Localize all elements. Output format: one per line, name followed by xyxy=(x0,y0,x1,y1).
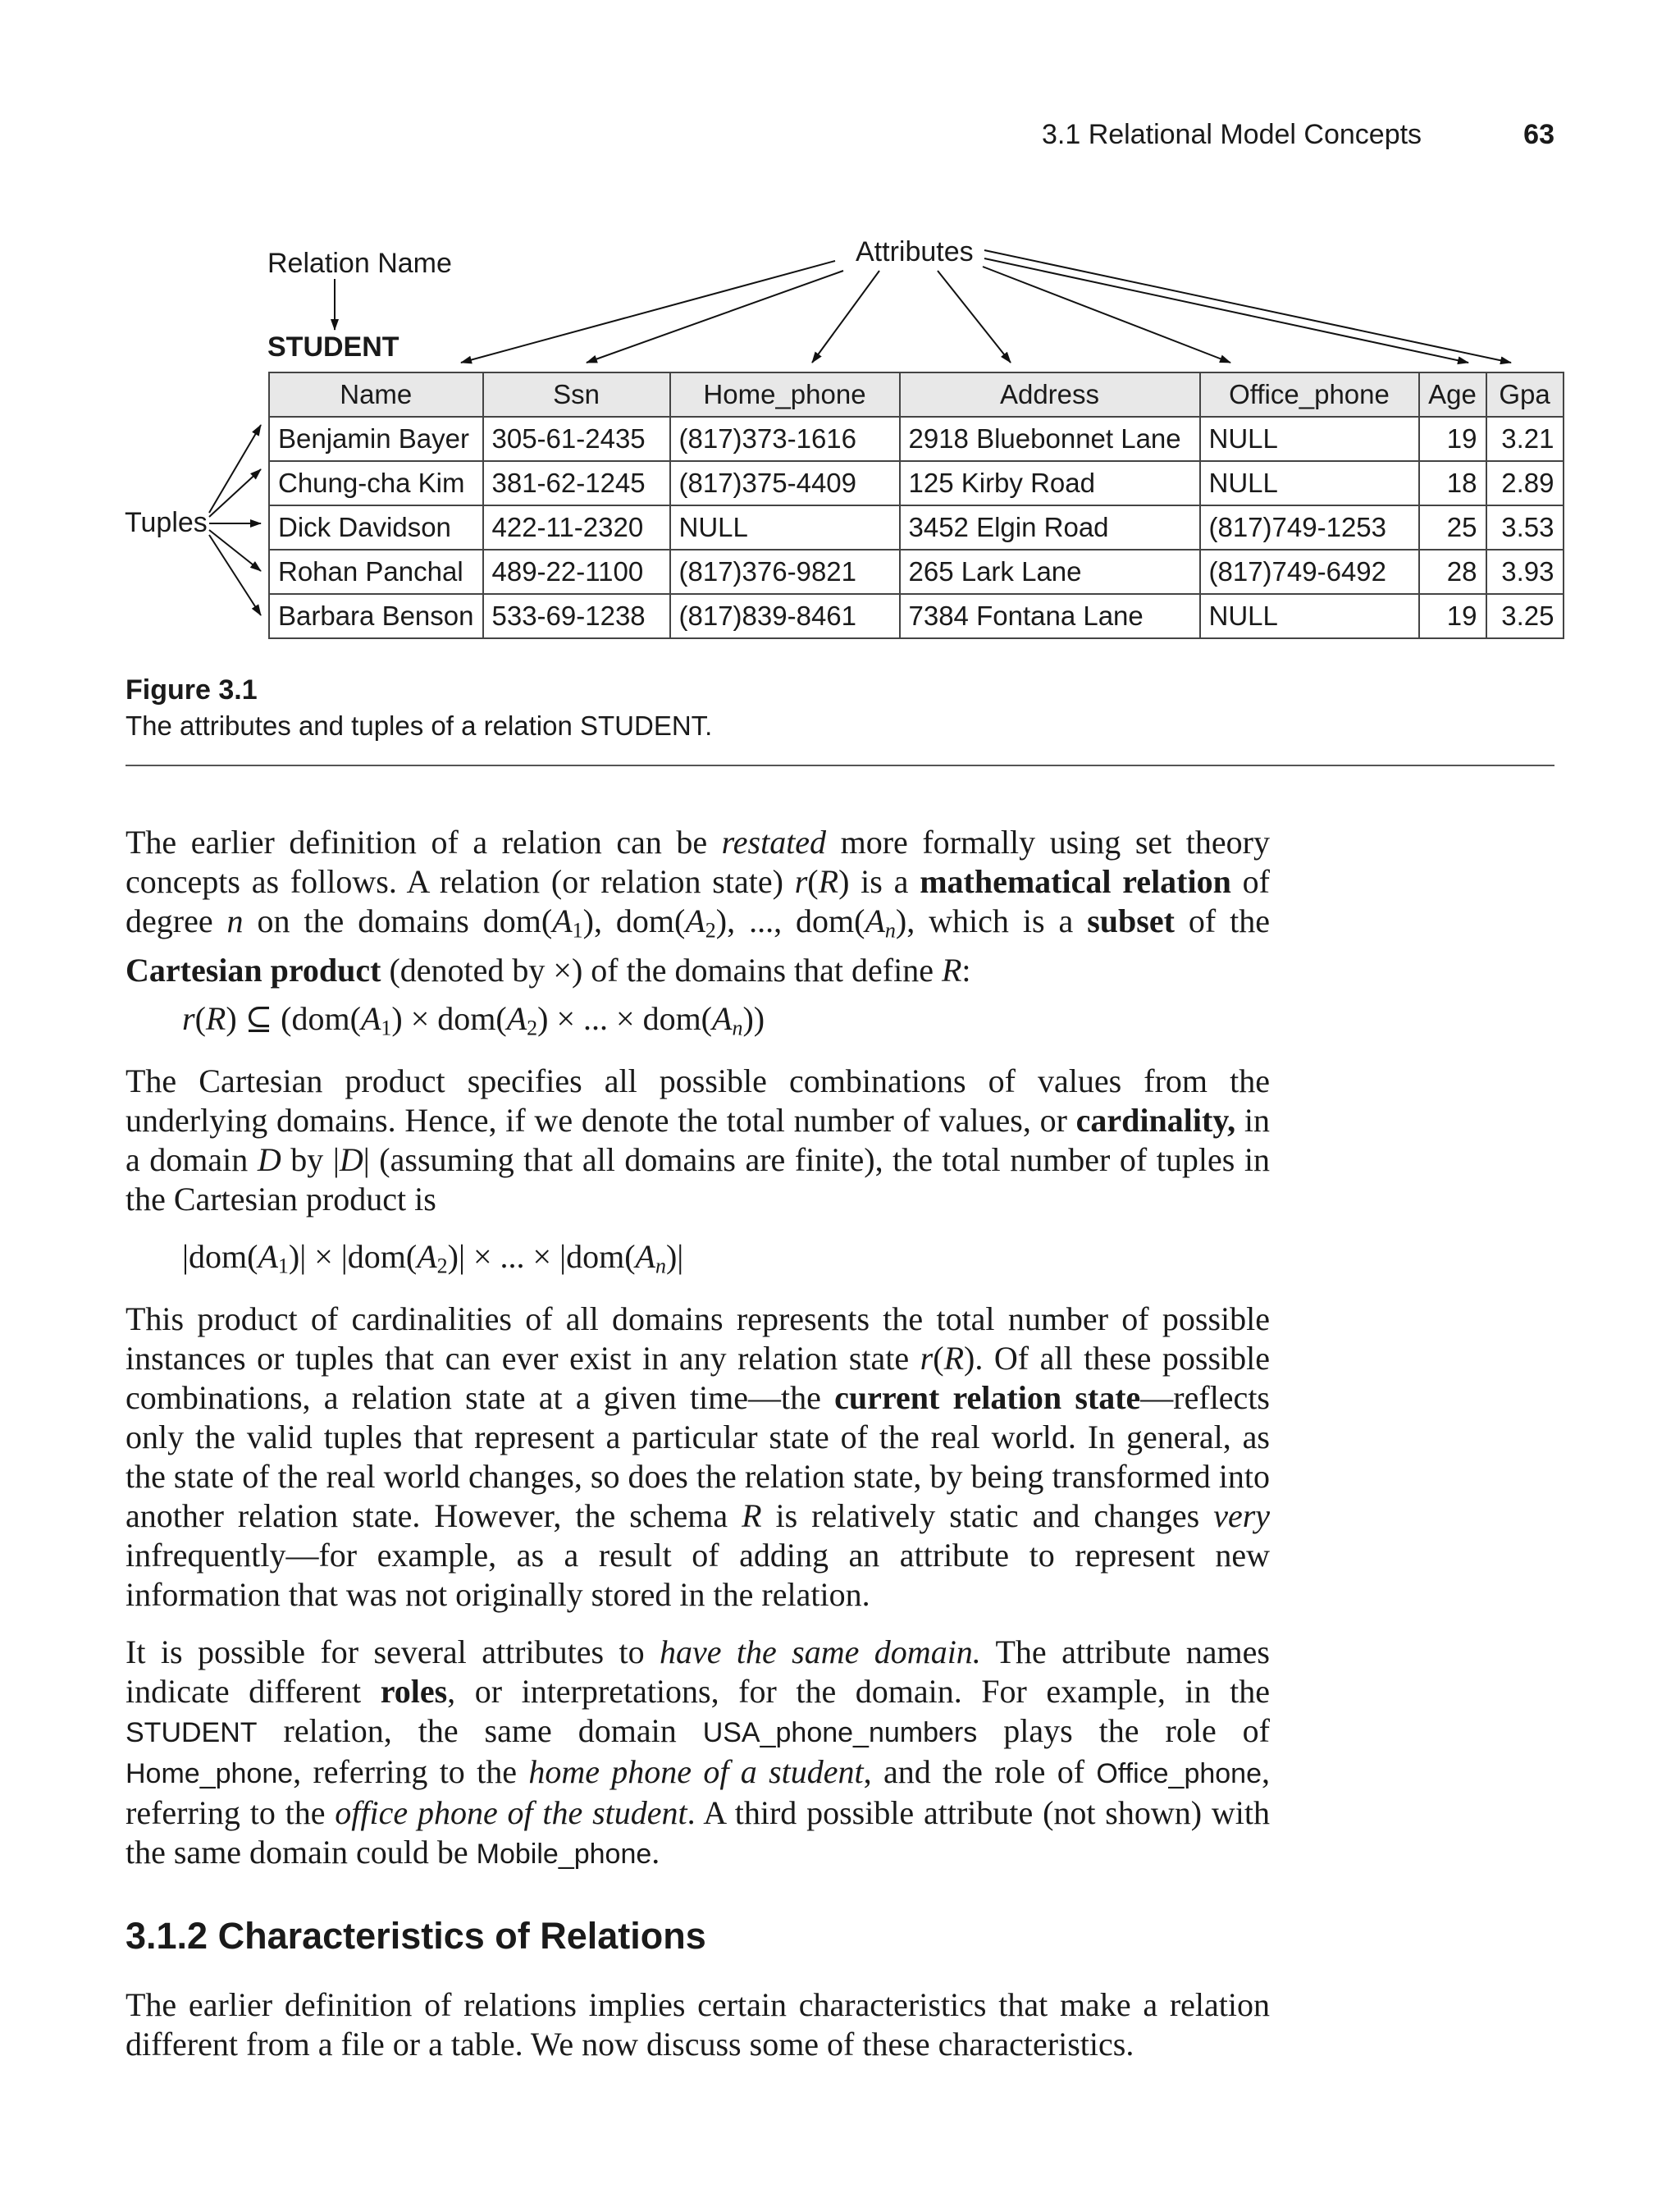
text-run: n xyxy=(226,902,244,939)
text-run: 2 xyxy=(705,918,716,943)
tuple-arrow-2 xyxy=(209,469,261,517)
text-run: 1 xyxy=(381,1016,392,1040)
table-cell: 28 xyxy=(1419,550,1486,594)
table-row xyxy=(269,550,1564,594)
text-run: , and the role of xyxy=(863,1753,1097,1790)
table-cell: 265 Lark Lane xyxy=(900,550,1200,594)
text-run: |dom( xyxy=(182,1238,258,1275)
text-run: )| × |dom( xyxy=(288,1238,418,1275)
table-header-row xyxy=(269,372,1564,417)
attributes-label: Attributes xyxy=(856,236,974,267)
page-number: 63 xyxy=(1523,119,1554,150)
text-run: home phone of a student xyxy=(528,1753,864,1790)
text-run: (denoted by ×) of the domains that define xyxy=(381,951,942,989)
attr-arrow-address xyxy=(938,271,1011,363)
table-cell: 3.53 xyxy=(1486,505,1564,550)
figure-title: Figure 3.1 xyxy=(126,674,258,706)
table-cell: 19 xyxy=(1419,594,1486,638)
table-cell: 25 xyxy=(1419,505,1486,550)
paragraph-5: The earlier definition of relations implies certain characteristics that make a relation different from a file or a table. We now discuss some of these characteristics. xyxy=(126,1986,1270,2063)
text-run: )) xyxy=(742,1000,765,1037)
text-run: ) × dom( xyxy=(391,1000,507,1037)
text-run: A xyxy=(712,1000,733,1037)
tuple-arrow-4 xyxy=(209,530,261,571)
table-cell: 533-69-1238 xyxy=(483,594,670,638)
text-run: office phone of the student xyxy=(335,1794,687,1831)
table-cell: 18 xyxy=(1419,461,1486,505)
table-cell: NULL xyxy=(1200,594,1419,638)
table-cell: 125 Kirby Road xyxy=(900,461,1200,505)
table-cell: NULL xyxy=(1200,461,1419,505)
text-run: , referring to the xyxy=(126,1753,1271,1831)
text-run: 2 xyxy=(527,1016,538,1040)
text-run: n xyxy=(732,1016,743,1040)
table-cell: 19 xyxy=(1419,417,1486,461)
table-cell: Chung-cha Kim xyxy=(269,461,483,505)
text-run: n xyxy=(884,918,896,943)
column-header: Age xyxy=(1419,372,1486,417)
relation-name: STUDENT xyxy=(267,331,399,363)
text-run: R xyxy=(205,1000,226,1037)
table-cell: 381-62-1245 xyxy=(483,461,670,505)
text-run: . A third possible attribute (not shown) with the same domain could be xyxy=(126,1794,1270,1871)
attr-arrow-age xyxy=(984,258,1468,363)
text-run: The earlier definition of a relation can be xyxy=(126,824,722,861)
student-table xyxy=(268,372,1564,639)
table-cell: (817)376-9821 xyxy=(670,550,900,594)
figure-divider xyxy=(126,765,1554,766)
table-cell: 2918 Bluebonnet Lane xyxy=(900,417,1200,461)
text-run: A xyxy=(685,902,705,939)
text-run: ) is a xyxy=(838,863,920,900)
text-run: have the same domain. xyxy=(659,1633,981,1670)
text-run: D xyxy=(339,1141,363,1178)
text-run: ) × ... × dom( xyxy=(537,1000,712,1037)
table-cell: 3.93 xyxy=(1486,550,1564,594)
text-run: ( xyxy=(194,1000,206,1037)
section-heading: 3.1.2 Characteristics of Relations xyxy=(126,1915,706,1957)
text-run: The attribute names indicate different xyxy=(126,1633,1270,1710)
text-run: Home_phone xyxy=(126,1758,294,1789)
table-cell: 489-22-1100 xyxy=(483,550,670,594)
text-run: A xyxy=(865,902,885,939)
formula-cardinality xyxy=(182,1237,683,1279)
table-cell: 3.21 xyxy=(1486,417,1564,461)
text-run: The Cartesian product specifies all possible combinations of values from the underlying domains. Hence, if we denote the total number of values, or xyxy=(126,1062,1270,1139)
column-header: Home_phone xyxy=(670,372,900,417)
table-row xyxy=(269,594,1564,638)
text-run: ). Of all these possible combinations, a relation state at a given time—the xyxy=(126,1340,1270,1416)
figure-caption: The attributes and tuples of a relation STUDENT. xyxy=(126,710,713,741)
text-run: R xyxy=(818,863,839,900)
text-run: of degree xyxy=(126,863,1270,939)
table-cell: Dick Davidson xyxy=(269,505,483,550)
text-run: relation, the same domain xyxy=(257,1712,703,1749)
table-row xyxy=(269,505,1564,550)
attr-arrow-home-phone xyxy=(812,271,879,363)
table-row xyxy=(269,417,1564,461)
text-run: more formally using set theory concepts as follows. A relation (or relation state) xyxy=(126,824,1270,900)
relation-name-label: Relation Name xyxy=(267,248,452,279)
text-run: 2 xyxy=(436,1254,448,1278)
text-run: STUDENT xyxy=(126,1717,258,1748)
column-header: Gpa xyxy=(1486,372,1564,417)
text-run: Cartesian product xyxy=(126,951,381,989)
table-cell: (817)749-1253 xyxy=(1200,505,1419,550)
text-run: ( xyxy=(807,863,819,900)
column-header: Address xyxy=(900,372,1200,417)
text-run: cardinality, xyxy=(1075,1102,1236,1139)
table-cell: Rohan Panchal xyxy=(269,550,483,594)
text-run: , referring to the xyxy=(293,1753,529,1790)
attr-arrow-name xyxy=(461,261,835,363)
tuples-label: Tuples xyxy=(125,507,208,538)
text-run: ( xyxy=(933,1340,944,1377)
table-cell: 7384 Fontana Lane xyxy=(900,594,1200,638)
text-run: R xyxy=(742,1497,762,1534)
table-cell: Benjamin Bayer xyxy=(269,417,483,461)
attr-arrow-office-phone xyxy=(983,267,1230,363)
text-run: r xyxy=(920,1340,934,1377)
table-cell: (817)749-6492 xyxy=(1200,550,1419,594)
text-run: current relation state xyxy=(834,1379,1141,1416)
text-run: A xyxy=(417,1238,437,1275)
formula-subset xyxy=(182,999,765,1041)
text-run: A xyxy=(552,902,573,939)
text-run: )| × ... × |dom( xyxy=(447,1238,636,1275)
tuple-arrow-1 xyxy=(209,425,261,513)
text-run: ), which is a xyxy=(895,902,1088,939)
paragraph-1 xyxy=(126,823,1270,990)
text-run: on the domains dom( xyxy=(243,902,553,939)
text-run: This product of cardinalities of all domains represents the total number of possible instances or tuples that can ever exist in any relation state xyxy=(126,1300,1270,1377)
tuple-arrow-5 xyxy=(209,535,261,615)
column-header: Ssn xyxy=(483,372,670,417)
table-cell: 3452 Elgin Road xyxy=(900,505,1200,550)
text-run: mathematical relation xyxy=(920,863,1231,900)
text-run: A xyxy=(258,1238,278,1275)
text-run: roles xyxy=(380,1673,448,1710)
text-run: 1 xyxy=(277,1254,289,1278)
text-run: R xyxy=(943,1340,965,1377)
text-run: ) ⊆ (dom( xyxy=(226,1000,361,1037)
table-cell: 2.89 xyxy=(1486,461,1564,505)
text-run: R xyxy=(941,951,962,989)
text-run: —reflects only the valid tuples that represent a particular state of the real world. In general, as the state of the real world changes, so does the relation state, by being transformed into another relation state. However, the schema xyxy=(126,1379,1270,1534)
text-run: : xyxy=(961,951,971,989)
text-run: very xyxy=(1213,1497,1271,1534)
text-run: , or interpretations, for the domain. For example, in the xyxy=(447,1673,1270,1710)
text-run: . xyxy=(651,1834,660,1871)
table-cell: (817)839-8461 xyxy=(670,594,900,638)
column-header: Name xyxy=(269,372,483,417)
text-run: Office_phone xyxy=(1096,1758,1262,1789)
text-run: subset xyxy=(1087,902,1175,939)
table-row xyxy=(269,461,1564,505)
text-run: restated xyxy=(721,824,827,861)
table-cell: 305-61-2435 xyxy=(483,417,670,461)
running-head-section: 3.1 Relational Model Concepts xyxy=(1042,119,1422,150)
text-run: Mobile_phone xyxy=(476,1839,652,1870)
text-run: is relatively static and changes xyxy=(761,1497,1214,1534)
text-run: infrequently—for example, as a result of adding an attribute to represent new information that was not originally stored in the relation. xyxy=(126,1537,1270,1613)
column-header: Office_phone xyxy=(1200,372,1419,417)
text-run: | (assuming that all domains are finite), the total number of tuples in the Cartesian product is xyxy=(126,1141,1271,1217)
table-cell: 422-11-2320 xyxy=(483,505,670,550)
text-run: plays the role of xyxy=(977,1712,1270,1749)
text-run: ), ..., dom( xyxy=(715,902,865,939)
text-run: It is possible for several attributes to xyxy=(126,1633,660,1670)
text-run: D xyxy=(257,1141,281,1178)
text-run: USA_phone_numbers xyxy=(702,1717,978,1748)
table-cell: Barbara Benson xyxy=(269,594,483,638)
text-run: A xyxy=(360,1000,381,1037)
table-cell: 3.25 xyxy=(1486,594,1564,638)
text-run: r xyxy=(794,863,808,900)
text-run: A xyxy=(506,1000,527,1037)
paragraph-4 xyxy=(126,1633,1270,1874)
text-run: 1 xyxy=(572,918,583,943)
attr-arrow-gpa xyxy=(984,250,1511,363)
table-cell: (817)373-1616 xyxy=(670,417,900,461)
table-cell: NULL xyxy=(670,505,900,550)
text-run: n xyxy=(655,1254,666,1278)
paragraph-2 xyxy=(126,1062,1270,1219)
table-cell: (817)375-4409 xyxy=(670,461,900,505)
text-run: r xyxy=(182,1000,195,1037)
text-run: by | xyxy=(281,1141,340,1178)
text-run: ), dom( xyxy=(582,902,686,939)
text-run: in a domain xyxy=(126,1102,1270,1178)
attr-arrow-ssn xyxy=(587,271,843,363)
text-run: )| xyxy=(665,1238,684,1275)
table-cell: NULL xyxy=(1200,417,1419,461)
paragraph-3 xyxy=(126,1300,1270,1615)
text-run: A xyxy=(635,1238,655,1275)
text-run: of the xyxy=(1174,902,1270,939)
